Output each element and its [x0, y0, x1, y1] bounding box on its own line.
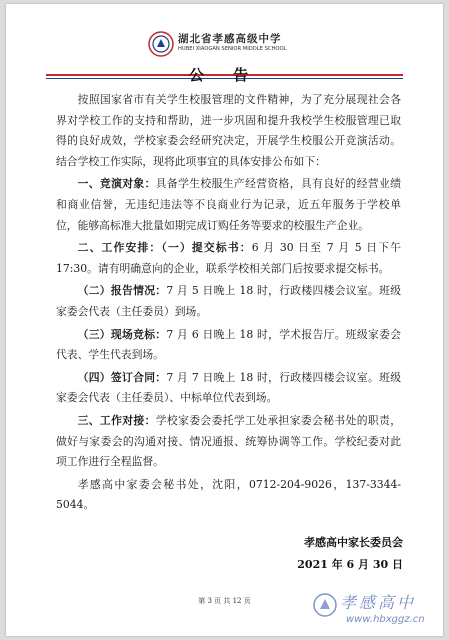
section-2-sub3-heading: （三）现场竞标： [77, 327, 167, 341]
section-2-sub1-body: 6 月 30 日至 7 月 5 日下午 17:30。请有明确意向的企业，联系学校相关部门后按要求提交标书。 [56, 241, 402, 275]
section-3-heading: 三、工作对接： [77, 413, 156, 427]
school-name-en: HUBEI XIAOGAN SENIOR MIDDLE SCHOOL [178, 46, 287, 52]
page-number: 第 3 页 共 12 页 [198, 597, 251, 605]
school-emblem-icon [148, 31, 174, 57]
signature-org: 孝感高中家长委员会 [304, 536, 403, 549]
document-page [6, 4, 443, 636]
section-1 [56, 174, 401, 236]
section-2-sub3 [56, 325, 401, 366]
section-2-sub1-heading: （一）提交标书： [161, 241, 252, 255]
intro-paragraph: 按照国家省市有关学生校服管理的文件精神，为了充分展现社会各界对学校工作的支持和帮助，进一步巩固和提升我校学生校服管理已取得的良好成效，学校家委会经研究决定，开展学生校服公开竞演活动。结合学校工作实际，现将此项事宜的具体安排公布如下： [56, 93, 401, 168]
section-2-sub4-heading: （四）签订合同： [77, 370, 167, 384]
section-3 [56, 411, 401, 473]
notice-title: 公 告 [188, 66, 261, 84]
section-1-body: 具备学生校服生产经营资格，具有良好的经营业绩和商业信誉，无违纪违法等不良商业行为记录，近五年服务于学校单位，能够高标准大批量如期完成订购任务等要求的校服生产企业。 [56, 177, 402, 232]
section-2-sub2-heading: （二）报告情况： [77, 284, 167, 298]
section-2-sub3-body: 7 月 6 日晚上 18 时，学术报告厅。班级家委会代表、学生代表到场。 [56, 327, 402, 362]
notice-body [56, 90, 401, 518]
watermark-text: 孝感高中 [340, 593, 417, 612]
section-1-heading: 一、竞演对象： [77, 177, 156, 191]
site-watermark [312, 588, 449, 636]
letterhead [6, 26, 443, 62]
contact-line: 孝感高中家委会秘书处，沈阳，0712-204-9026，137-3344-5044。 [56, 477, 401, 512]
section-2-sub2 [56, 281, 401, 322]
section-2-sub4 [56, 368, 401, 409]
watermark-url: www.hbxggz.cn [346, 614, 425, 625]
section-2-heading: 二、工作安排： [77, 241, 162, 255]
signature-date: 2021 年 6 月 30 日 [297, 558, 403, 571]
section-3-body: 学校家委会委托学工处承担家委会秘书处的职责，做好与家委会的沟通对接、情况通报、统筹协调等工作。学校纪委对此项工作进行全程监督。 [56, 413, 402, 469]
school-name-cn: 湖北省孝感高级中学 [178, 33, 282, 45]
signature-block [297, 532, 403, 576]
section-2-sub4-body: 7 月 7 日晚上 18 时，行政楼四楼会议室。班级家委会代表（主任委员）、中标单位代表到场。 [56, 370, 402, 405]
watermark-logo-icon [312, 592, 338, 618]
section-2 [56, 238, 401, 279]
section-2-sub2-body: 7 月 5 日晚上 18 时，行政楼四楼会议室。班级家委会代表（主任委员）到场。 [56, 284, 402, 318]
